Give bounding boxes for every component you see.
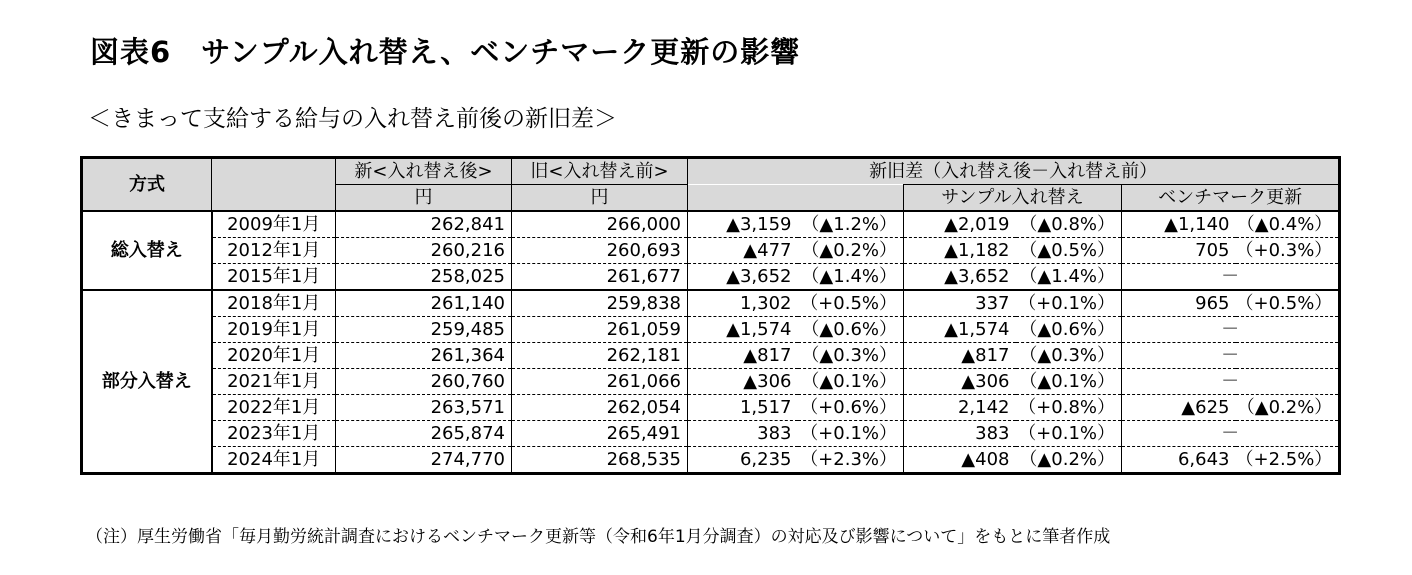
row-new-value: 258,025 xyxy=(336,264,512,291)
row-sample-value: ▲817 xyxy=(904,343,1016,369)
row-old-value: 262,054 xyxy=(512,395,688,421)
row-diff-value: ▲3,159 xyxy=(688,211,798,238)
row-diff-pct: （+2.3%） xyxy=(798,447,904,474)
row-bench-pct: （+2.5%） xyxy=(1236,447,1340,474)
diff-table xyxy=(80,156,1341,475)
row-diff-value: 383 xyxy=(688,421,798,447)
row-bench-pct: （▲0.4%） xyxy=(1236,211,1340,238)
row-diff-value: ▲1,574 xyxy=(688,317,798,343)
table-row xyxy=(82,447,1340,474)
row-sample-value: ▲408 xyxy=(904,447,1016,474)
header-bench: ベンチマーク更新 xyxy=(1122,185,1340,212)
header-new: 新<入れ替え後> xyxy=(336,158,512,185)
header-diff: 新旧差（入れ替え後－入れ替え前） xyxy=(688,158,1340,185)
table-row xyxy=(82,238,1340,264)
table-row xyxy=(82,369,1340,395)
row-bench-value: 6,643 xyxy=(1122,447,1236,474)
row-diff-value: 1,517 xyxy=(688,395,798,421)
row-date: 2024年1月 xyxy=(212,447,336,474)
header-sample: サンプル入れ替え xyxy=(904,185,1122,212)
row-sample-value: ▲1,182 xyxy=(904,238,1016,264)
row-new-value: 265,874 xyxy=(336,421,512,447)
row-bench-pct: （+0.3%） xyxy=(1236,238,1340,264)
row-old-value: 261,059 xyxy=(512,317,688,343)
header-new-unit: 円 xyxy=(336,185,512,212)
row-date: 2020年1月 xyxy=(212,343,336,369)
row-date: 2023年1月 xyxy=(212,421,336,447)
row-bench-value: － xyxy=(1122,421,1340,447)
table-row xyxy=(82,211,1340,238)
row-bench-value: ▲625 xyxy=(1122,395,1236,421)
table-row xyxy=(82,317,1340,343)
source-note: （注）厚生労働省「毎月勤労統計調査におけるベンチマーク更新等（令和6年1月分調査）の対応及び影響について」をもとに筆者作成 xyxy=(86,527,1111,547)
header-method: 方式 xyxy=(82,158,212,212)
row-sample-pct: （▲0.1%） xyxy=(1016,369,1122,395)
row-sample-value: ▲306 xyxy=(904,369,1016,395)
row-bench-value: － xyxy=(1122,369,1340,395)
row-diff-pct: （▲1.2%） xyxy=(798,211,904,238)
row-bench-value: 705 xyxy=(1122,238,1236,264)
row-old-value: 259,838 xyxy=(512,290,688,317)
table-row xyxy=(82,264,1340,291)
row-sample-pct: （+0.8%） xyxy=(1016,395,1122,421)
row-date: 2012年1月 xyxy=(212,238,336,264)
row-diff-value: ▲306 xyxy=(688,369,798,395)
row-sample-pct: （+0.1%） xyxy=(1016,421,1122,447)
figure-title: 図表6 サンプル入れ替え、ベンチマーク更新の影響 xyxy=(90,35,801,69)
table-row xyxy=(82,343,1340,369)
row-sample-pct: （+0.1%） xyxy=(1016,290,1122,317)
row-diff-pct: （+0.6%） xyxy=(798,395,904,421)
row-diff-pct: （▲1.4%） xyxy=(798,264,904,291)
header-old: 旧<入れ替え前> xyxy=(512,158,688,185)
header-old-unit: 円 xyxy=(512,185,688,212)
table-row xyxy=(82,421,1340,447)
row-new-value: 260,760 xyxy=(336,369,512,395)
row-sample-value: 383 xyxy=(904,421,1016,447)
row-date: 2018年1月 xyxy=(212,290,336,317)
header-diff-total-blank xyxy=(688,185,904,212)
method-label: 部分入替え xyxy=(82,290,212,474)
table-subtitle: ＜きまって支給する給与の入れ替え前後の新旧差＞ xyxy=(88,106,617,132)
row-sample-value: ▲1,574 xyxy=(904,317,1016,343)
row-new-value: 262,841 xyxy=(336,211,512,238)
row-sample-pct: （▲0.6%） xyxy=(1016,317,1122,343)
row-date: 2022年1月 xyxy=(212,395,336,421)
row-new-value: 259,485 xyxy=(336,317,512,343)
row-diff-pct: （▲0.1%） xyxy=(798,369,904,395)
header-date-blank xyxy=(212,158,336,212)
row-diff-value: ▲477 xyxy=(688,238,798,264)
row-diff-pct: （▲0.3%） xyxy=(798,343,904,369)
row-diff-value: ▲817 xyxy=(688,343,798,369)
table-row xyxy=(82,395,1340,421)
row-old-value: 260,693 xyxy=(512,238,688,264)
row-diff-pct: （▲0.2%） xyxy=(798,238,904,264)
row-old-value: 268,535 xyxy=(512,447,688,474)
row-old-value: 265,491 xyxy=(512,421,688,447)
row-sample-value: 337 xyxy=(904,290,1016,317)
row-bench-pct: （+0.5%） xyxy=(1236,290,1340,317)
row-sample-value: ▲2,019 xyxy=(904,211,1016,238)
row-bench-value: － xyxy=(1122,317,1340,343)
row-bench-value: ▲1,140 xyxy=(1122,211,1236,238)
row-diff-value: 1,302 xyxy=(688,290,798,317)
row-diff-value: 6,235 xyxy=(688,447,798,474)
row-sample-pct: （▲0.8%） xyxy=(1016,211,1122,238)
row-diff-value: ▲3,652 xyxy=(688,264,798,291)
row-date: 2019年1月 xyxy=(212,317,336,343)
row-bench-value: 965 xyxy=(1122,290,1236,317)
row-new-value: 261,140 xyxy=(336,290,512,317)
row-diff-pct: （+0.5%） xyxy=(798,290,904,317)
row-date: 2021年1月 xyxy=(212,369,336,395)
row-old-value: 261,066 xyxy=(512,369,688,395)
row-new-value: 261,364 xyxy=(336,343,512,369)
row-sample-value: 2,142 xyxy=(904,395,1016,421)
row-date: 2009年1月 xyxy=(212,211,336,238)
table-row xyxy=(82,290,1340,317)
row-new-value: 260,216 xyxy=(336,238,512,264)
row-sample-pct: （▲0.5%） xyxy=(1016,238,1122,264)
row-sample-pct: （▲0.2%） xyxy=(1016,447,1122,474)
row-old-value: 262,181 xyxy=(512,343,688,369)
row-diff-pct: （▲0.6%） xyxy=(798,317,904,343)
row-sample-value: ▲3,652 xyxy=(904,264,1016,291)
row-new-value: 274,770 xyxy=(336,447,512,474)
row-new-value: 263,571 xyxy=(336,395,512,421)
row-sample-pct: （▲1.4%） xyxy=(1016,264,1122,291)
row-diff-pct: （+0.1%） xyxy=(798,421,904,447)
row-bench-value: － xyxy=(1122,343,1340,369)
row-bench-value: － xyxy=(1122,264,1340,291)
row-sample-pct: （▲0.3%） xyxy=(1016,343,1122,369)
row-bench-pct: （▲0.2%） xyxy=(1236,395,1340,421)
row-old-value: 261,677 xyxy=(512,264,688,291)
row-date: 2015年1月 xyxy=(212,264,336,291)
method-label: 総入替え xyxy=(82,211,212,290)
row-old-value: 266,000 xyxy=(512,211,688,238)
